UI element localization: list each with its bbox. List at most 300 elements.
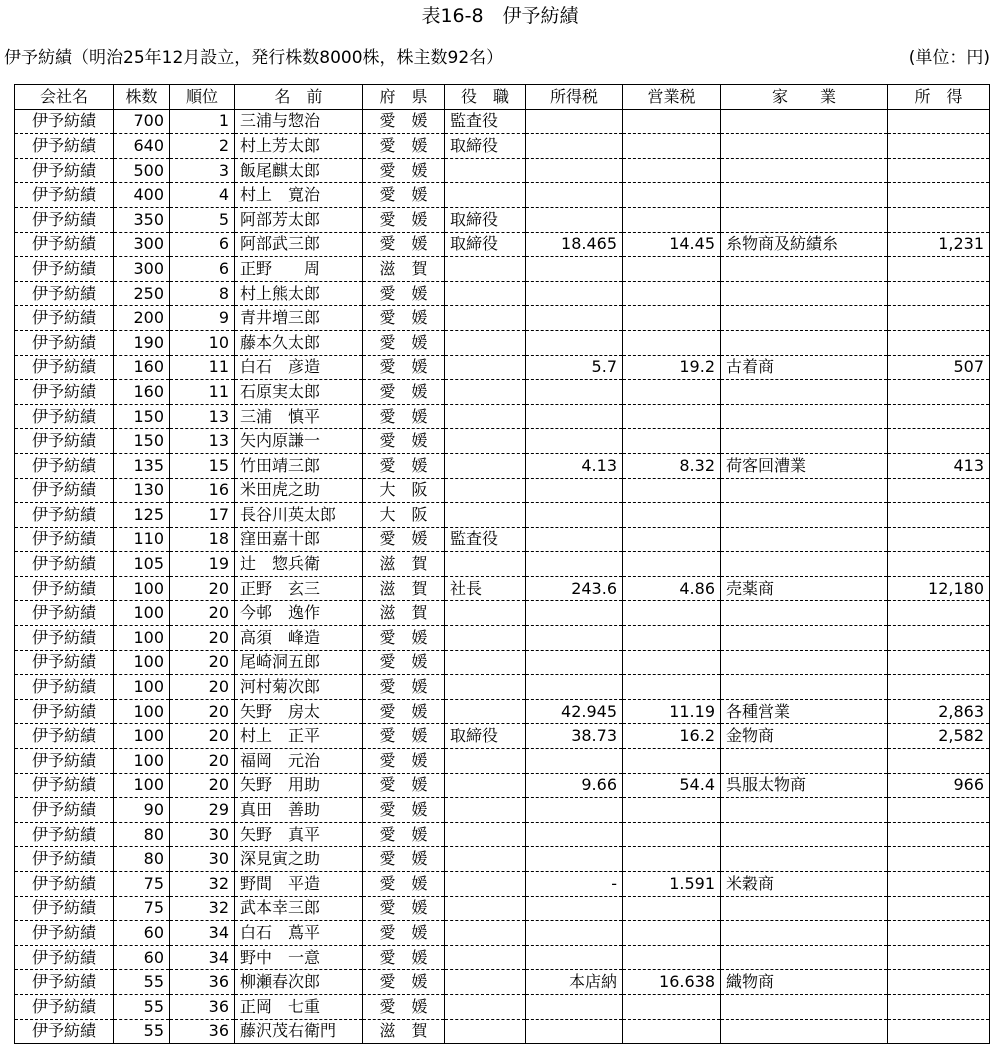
cell-name: 矢野 真平 xyxy=(235,822,363,847)
cell-prefecture: 愛 媛 xyxy=(363,281,445,306)
cell-position xyxy=(445,257,526,282)
cell-family-business: 糸物商及紡績糸 xyxy=(721,232,888,257)
cell-family-business: 金物商 xyxy=(721,724,888,749)
cell-company: 伊予紡績 xyxy=(15,872,114,897)
table-row xyxy=(15,994,990,1019)
cell-shares: 80 xyxy=(114,847,170,872)
cell-business-tax: 11.19 xyxy=(623,699,721,724)
cell-position xyxy=(445,773,526,798)
cell-family-business xyxy=(721,847,888,872)
cell-shares: 100 xyxy=(114,749,170,774)
cell-shares: 60 xyxy=(114,945,170,970)
cell-family-business xyxy=(721,994,888,1019)
cell-prefecture: 愛 媛 xyxy=(363,626,445,651)
cell-rank: 1 xyxy=(170,109,235,134)
cell-company: 伊予紡績 xyxy=(15,896,114,921)
cell-rank: 2 xyxy=(170,134,235,159)
table-row xyxy=(15,626,990,651)
cell-rank: 6 xyxy=(170,257,235,282)
cell-name: 河村菊次郎 xyxy=(235,675,363,700)
table-row xyxy=(15,306,990,331)
cell-name: 野中 一意 xyxy=(235,945,363,970)
cell-position: 取締役 xyxy=(445,724,526,749)
cell-name: 村上 寛治 xyxy=(235,183,363,208)
cell-family-business xyxy=(721,1019,888,1044)
cell-shares: 500 xyxy=(114,158,170,183)
cell-family-business xyxy=(721,503,888,528)
cell-business-tax xyxy=(623,503,721,528)
cell-shares: 100 xyxy=(114,724,170,749)
cell-name: 矢内原謙一 xyxy=(235,429,363,454)
cell-name: 福岡 元治 xyxy=(235,749,363,774)
cell-income xyxy=(888,134,990,159)
cell-income xyxy=(888,207,990,232)
cell-prefecture: 愛 媛 xyxy=(363,699,445,724)
cell-income-tax xyxy=(526,1019,623,1044)
cell-prefecture: 愛 媛 xyxy=(363,306,445,331)
cell-name: 窪田嘉十郎 xyxy=(235,527,363,552)
cell-income xyxy=(888,626,990,651)
cell-position xyxy=(445,478,526,503)
cell-income xyxy=(888,281,990,306)
table-row xyxy=(15,158,990,183)
cell-income-tax: 5.7 xyxy=(526,355,623,380)
table-row xyxy=(15,257,990,282)
cell-business-tax: 16.2 xyxy=(623,724,721,749)
cell-income xyxy=(888,945,990,970)
cell-name: 真田 善助 xyxy=(235,798,363,823)
header-name: 名 前 xyxy=(235,85,363,110)
cell-income-tax xyxy=(526,896,623,921)
cell-name: 三浦与惣治 xyxy=(235,109,363,134)
cell-rank: 20 xyxy=(170,601,235,626)
cell-position xyxy=(445,970,526,995)
cell-shares: 125 xyxy=(114,503,170,528)
cell-prefecture: 愛 媛 xyxy=(363,429,445,454)
cell-rank: 30 xyxy=(170,822,235,847)
cell-family-business xyxy=(721,207,888,232)
cell-income-tax xyxy=(526,921,623,946)
table-row xyxy=(15,699,990,724)
cell-family-business xyxy=(721,822,888,847)
cell-prefecture: 愛 媛 xyxy=(363,650,445,675)
table-row xyxy=(15,601,990,626)
table-row xyxy=(15,970,990,995)
cell-rank: 34 xyxy=(170,921,235,946)
cell-position xyxy=(445,503,526,528)
cell-position xyxy=(445,306,526,331)
cell-income-tax xyxy=(526,847,623,872)
cell-position xyxy=(445,847,526,872)
cell-shares: 350 xyxy=(114,207,170,232)
cell-company: 伊予紡績 xyxy=(15,134,114,159)
cell-company: 伊予紡績 xyxy=(15,994,114,1019)
table-row xyxy=(15,576,990,601)
cell-name: 飯尾麒太郎 xyxy=(235,158,363,183)
cell-business-tax xyxy=(623,945,721,970)
cell-income xyxy=(888,527,990,552)
cell-income xyxy=(888,872,990,897)
cell-company: 伊予紡績 xyxy=(15,330,114,355)
header-rank: 順位 xyxy=(170,85,235,110)
cell-family-business xyxy=(721,552,888,577)
cell-name: 村上芳太郎 xyxy=(235,134,363,159)
cell-income-tax xyxy=(526,626,623,651)
cell-income xyxy=(888,675,990,700)
cell-business-tax xyxy=(623,847,721,872)
cell-position xyxy=(445,158,526,183)
table-row xyxy=(15,847,990,872)
cell-shares: 160 xyxy=(114,380,170,405)
cell-rank: 20 xyxy=(170,724,235,749)
cell-prefecture: 愛 媛 xyxy=(363,453,445,478)
table-row xyxy=(15,650,990,675)
cell-business-tax xyxy=(623,207,721,232)
cell-family-business xyxy=(721,601,888,626)
cell-name: 深見寅之助 xyxy=(235,847,363,872)
table-row xyxy=(15,207,990,232)
cell-income-tax xyxy=(526,650,623,675)
cell-prefecture: 愛 媛 xyxy=(363,404,445,429)
cell-position xyxy=(445,650,526,675)
cell-prefecture: 愛 媛 xyxy=(363,773,445,798)
cell-position xyxy=(445,1019,526,1044)
cell-business-tax xyxy=(623,404,721,429)
cell-income xyxy=(888,429,990,454)
cell-business-tax xyxy=(623,552,721,577)
cell-business-tax xyxy=(623,601,721,626)
cell-name: 米田虎之助 xyxy=(235,478,363,503)
table-row xyxy=(15,478,990,503)
cell-rank: 34 xyxy=(170,945,235,970)
cell-family-business xyxy=(721,134,888,159)
cell-income-tax: 9.66 xyxy=(526,773,623,798)
cell-prefecture: 愛 媛 xyxy=(363,798,445,823)
cell-prefecture: 愛 媛 xyxy=(363,232,445,257)
cell-rank: 30 xyxy=(170,847,235,872)
cell-rank: 32 xyxy=(170,872,235,897)
cell-company: 伊予紡績 xyxy=(15,749,114,774)
cell-rank: 11 xyxy=(170,355,235,380)
cell-prefecture: 滋 賀 xyxy=(363,1019,445,1044)
cell-name: 武本幸三郎 xyxy=(235,896,363,921)
cell-income-tax xyxy=(526,822,623,847)
cell-family-business xyxy=(721,527,888,552)
cell-position xyxy=(445,429,526,454)
cell-family-business xyxy=(721,306,888,331)
cell-name: 藤本久太郎 xyxy=(235,330,363,355)
cell-position: 監査役 xyxy=(445,527,526,552)
cell-business-tax: 4.86 xyxy=(623,576,721,601)
cell-family-business: 呉服太物商 xyxy=(721,773,888,798)
cell-income: 2,863 xyxy=(888,699,990,724)
cell-company: 伊予紡績 xyxy=(15,945,114,970)
cell-prefecture: 愛 媛 xyxy=(363,158,445,183)
cell-rank: 6 xyxy=(170,232,235,257)
cell-family-business: 各種営業 xyxy=(721,699,888,724)
cell-company: 伊予紡績 xyxy=(15,503,114,528)
cell-business-tax xyxy=(623,281,721,306)
cell-prefecture: 愛 媛 xyxy=(363,330,445,355)
cell-name: 竹田靖三郎 xyxy=(235,453,363,478)
cell-income xyxy=(888,921,990,946)
cell-income xyxy=(888,183,990,208)
cell-company: 伊予紡績 xyxy=(15,847,114,872)
cell-business-tax xyxy=(623,675,721,700)
table-row xyxy=(15,330,990,355)
cell-income-tax: - xyxy=(526,872,623,897)
cell-shares: 90 xyxy=(114,798,170,823)
cell-company: 伊予紡績 xyxy=(15,355,114,380)
cell-income xyxy=(888,822,990,847)
cell-name: 阿部芳太郎 xyxy=(235,207,363,232)
table-row xyxy=(15,921,990,946)
cell-shares: 640 xyxy=(114,134,170,159)
cell-income xyxy=(888,847,990,872)
cell-company: 伊予紡績 xyxy=(15,1019,114,1044)
cell-family-business: 米穀商 xyxy=(721,872,888,897)
header-position: 役 職 xyxy=(445,85,526,110)
cell-name: 正岡 七重 xyxy=(235,994,363,1019)
cell-position xyxy=(445,921,526,946)
cell-income-tax: 4.13 xyxy=(526,453,623,478)
cell-company: 伊予紡績 xyxy=(15,650,114,675)
table-row xyxy=(15,945,990,970)
cell-prefecture: 愛 媛 xyxy=(363,675,445,700)
cell-business-tax xyxy=(623,183,721,208)
cell-name: 白石 蔦平 xyxy=(235,921,363,946)
cell-family-business: 売薬商 xyxy=(721,576,888,601)
cell-business-tax xyxy=(623,650,721,675)
cell-family-business xyxy=(721,798,888,823)
cell-prefecture: 大 阪 xyxy=(363,478,445,503)
cell-income-tax xyxy=(526,134,623,159)
cell-name: 石原実太郎 xyxy=(235,380,363,405)
table-row xyxy=(15,503,990,528)
table-row xyxy=(15,404,990,429)
cell-company: 伊予紡績 xyxy=(15,527,114,552)
cell-shares: 110 xyxy=(114,527,170,552)
cell-family-business xyxy=(721,429,888,454)
cell-rank: 20 xyxy=(170,650,235,675)
cell-shares: 300 xyxy=(114,257,170,282)
cell-income: 12,180 xyxy=(888,576,990,601)
cell-prefecture: 大 阪 xyxy=(363,503,445,528)
cell-position xyxy=(445,281,526,306)
cell-income: 966 xyxy=(888,773,990,798)
cell-name: 野間 平造 xyxy=(235,872,363,897)
cell-rank: 20 xyxy=(170,773,235,798)
cell-business-tax: 54.4 xyxy=(623,773,721,798)
cell-company: 伊予紡績 xyxy=(15,232,114,257)
cell-shares: 250 xyxy=(114,281,170,306)
cell-prefecture: 滋 賀 xyxy=(363,601,445,626)
cell-shares: 200 xyxy=(114,306,170,331)
cell-company: 伊予紡績 xyxy=(15,183,114,208)
table-row xyxy=(15,134,990,159)
cell-income-tax xyxy=(526,601,623,626)
cell-prefecture: 愛 媛 xyxy=(363,822,445,847)
table-row xyxy=(15,380,990,405)
cell-prefecture: 愛 媛 xyxy=(363,970,445,995)
header-company: 会社名 xyxy=(15,85,114,110)
cell-prefecture: 愛 媛 xyxy=(363,994,445,1019)
cell-family-business: 古着商 xyxy=(721,355,888,380)
cell-income-tax xyxy=(526,183,623,208)
cell-shares: 55 xyxy=(114,1019,170,1044)
cell-shares: 700 xyxy=(114,109,170,134)
cell-income xyxy=(888,109,990,134)
cell-position: 取締役 xyxy=(445,232,526,257)
table-header-row xyxy=(15,85,990,110)
cell-name: 柳瀬春次郎 xyxy=(235,970,363,995)
cell-business-tax xyxy=(623,822,721,847)
cell-position xyxy=(445,453,526,478)
cell-family-business xyxy=(721,749,888,774)
cell-family-business xyxy=(721,626,888,651)
cell-rank: 20 xyxy=(170,699,235,724)
cell-name: 正野 周 xyxy=(235,257,363,282)
cell-position xyxy=(445,872,526,897)
cell-family-business xyxy=(721,257,888,282)
cell-family-business xyxy=(721,650,888,675)
cell-shares: 75 xyxy=(114,896,170,921)
cell-company: 伊予紡績 xyxy=(15,601,114,626)
shareholder-table xyxy=(14,84,990,1044)
cell-family-business xyxy=(721,109,888,134)
cell-business-tax xyxy=(623,158,721,183)
cell-income-tax xyxy=(526,527,623,552)
cell-business-tax: 19.2 xyxy=(623,355,721,380)
cell-business-tax: 8.32 xyxy=(623,453,721,478)
cell-company: 伊予紡績 xyxy=(15,453,114,478)
header-income: 所 得 xyxy=(888,85,990,110)
table-row xyxy=(15,872,990,897)
cell-rank: 8 xyxy=(170,281,235,306)
cell-rank: 36 xyxy=(170,1019,235,1044)
cell-name: 今邨 逸作 xyxy=(235,601,363,626)
cell-income xyxy=(888,994,990,1019)
cell-income-tax xyxy=(526,945,623,970)
cell-rank: 3 xyxy=(170,158,235,183)
cell-prefecture: 愛 媛 xyxy=(363,749,445,774)
cell-income xyxy=(888,970,990,995)
cell-name: 村上熊太郎 xyxy=(235,281,363,306)
cell-income: 413 xyxy=(888,453,990,478)
table-row xyxy=(15,183,990,208)
cell-income: 2,582 xyxy=(888,724,990,749)
cell-position xyxy=(445,601,526,626)
cell-family-business xyxy=(721,380,888,405)
cell-rank: 13 xyxy=(170,404,235,429)
cell-income xyxy=(888,798,990,823)
cell-shares: 80 xyxy=(114,822,170,847)
cell-shares: 135 xyxy=(114,453,170,478)
cell-rank: 18 xyxy=(170,527,235,552)
cell-business-tax xyxy=(623,921,721,946)
cell-shares: 100 xyxy=(114,626,170,651)
cell-company: 伊予紡績 xyxy=(15,921,114,946)
cell-income xyxy=(888,601,990,626)
table-row xyxy=(15,527,990,552)
cell-income-tax xyxy=(526,404,623,429)
cell-name: 辻 惣兵衛 xyxy=(235,552,363,577)
cell-company: 伊予紡績 xyxy=(15,724,114,749)
cell-company: 伊予紡績 xyxy=(15,306,114,331)
cell-company: 伊予紡績 xyxy=(15,207,114,232)
cell-rank: 15 xyxy=(170,453,235,478)
cell-company: 伊予紡績 xyxy=(15,798,114,823)
cell-business-tax xyxy=(623,527,721,552)
cell-company: 伊予紡績 xyxy=(15,404,114,429)
cell-shares: 55 xyxy=(114,970,170,995)
cell-income xyxy=(888,503,990,528)
cell-position xyxy=(445,945,526,970)
cell-shares: 160 xyxy=(114,355,170,380)
table-row xyxy=(15,896,990,921)
cell-shares: 100 xyxy=(114,699,170,724)
cell-prefecture: 愛 媛 xyxy=(363,527,445,552)
cell-rank: 36 xyxy=(170,970,235,995)
cell-position xyxy=(445,749,526,774)
cell-prefecture: 愛 媛 xyxy=(363,134,445,159)
cell-position xyxy=(445,994,526,1019)
cell-prefecture: 愛 媛 xyxy=(363,872,445,897)
table-row xyxy=(15,453,990,478)
cell-position: 社長 xyxy=(445,576,526,601)
cell-income-tax xyxy=(526,380,623,405)
cell-shares: 60 xyxy=(114,921,170,946)
cell-income: 1,231 xyxy=(888,232,990,257)
table-subtitle: 伊予紡績（明治25年12月設立，発行株数8000株，株主数92名） xyxy=(4,48,504,68)
cell-income-tax: 243.6 xyxy=(526,576,623,601)
table-row xyxy=(15,429,990,454)
cell-position xyxy=(445,896,526,921)
cell-name: 白石 彦造 xyxy=(235,355,363,380)
cell-prefecture: 滋 賀 xyxy=(363,257,445,282)
cell-position xyxy=(445,330,526,355)
cell-income-tax xyxy=(526,798,623,823)
cell-business-tax xyxy=(623,257,721,282)
cell-name: 藤沢茂右衛門 xyxy=(235,1019,363,1044)
cell-rank: 5 xyxy=(170,207,235,232)
cell-family-business: 荷客回漕業 xyxy=(721,453,888,478)
cell-name: 三浦 慎平 xyxy=(235,404,363,429)
cell-position xyxy=(445,822,526,847)
cell-prefecture: 愛 媛 xyxy=(363,945,445,970)
cell-income xyxy=(888,749,990,774)
cell-company: 伊予紡績 xyxy=(15,158,114,183)
cell-income: 507 xyxy=(888,355,990,380)
cell-name: 村上 正平 xyxy=(235,724,363,749)
cell-company: 伊予紡績 xyxy=(15,576,114,601)
cell-prefecture: 滋 賀 xyxy=(363,576,445,601)
table-row xyxy=(15,822,990,847)
cell-rank: 20 xyxy=(170,626,235,651)
table-row xyxy=(15,281,990,306)
cell-position xyxy=(445,183,526,208)
cell-family-business xyxy=(721,478,888,503)
cell-income-tax xyxy=(526,503,623,528)
cell-shares: 190 xyxy=(114,330,170,355)
cell-rank: 16 xyxy=(170,478,235,503)
cell-rank: 20 xyxy=(170,675,235,700)
table-row xyxy=(15,798,990,823)
cell-position xyxy=(445,380,526,405)
cell-income-tax xyxy=(526,994,623,1019)
header-shares: 株数 xyxy=(114,85,170,110)
cell-income-tax: 38.73 xyxy=(526,724,623,749)
